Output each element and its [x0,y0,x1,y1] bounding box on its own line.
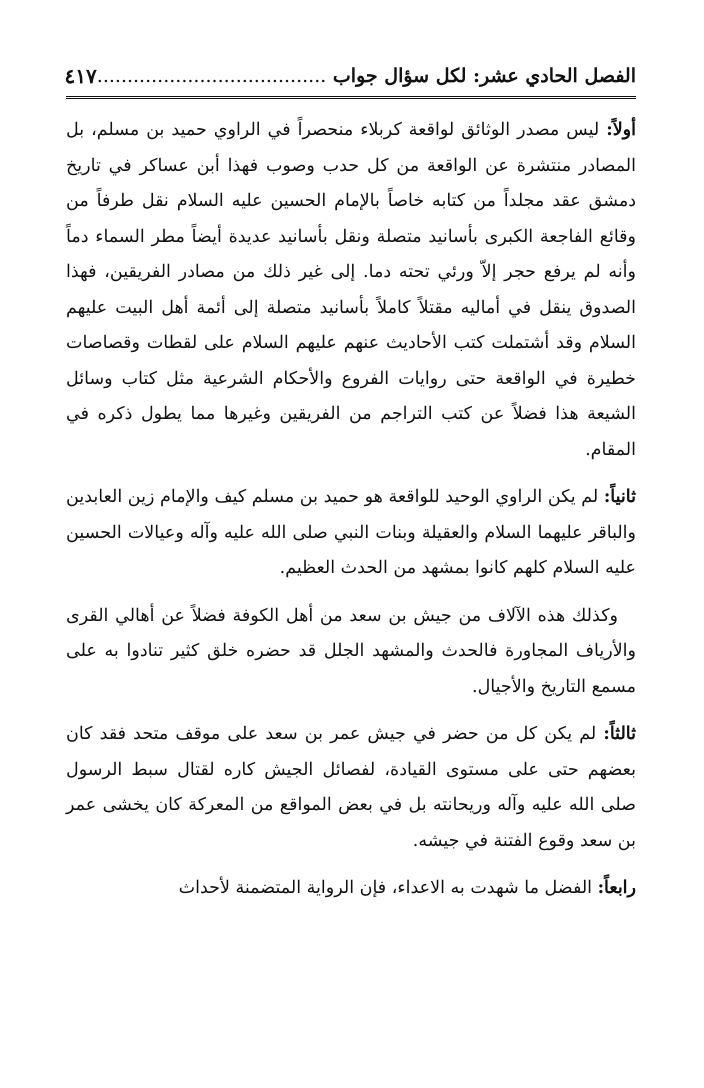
paragraph-text: لم يكن كل من حضر في جيش عمر بن سعد على موقف متحد فقد كان بعضهم حتى على مستوى القيادة، لفصائل الجيش كاره لقتال سبط الرسول صلى الله عليه وآله وريحانته بل في بعض المواقع من المعركة كان يخشى عمر بن سعد وقوع الفتنة في جيشه. [66,724,636,851]
leader-dots: ...................................... [96,65,327,87]
chapter-title [97,60,636,92]
paragraph-1 [66,113,636,468]
paragraph-4 [66,717,636,859]
paragraph-text: لم يكن الراوي الوحيد للواقعة هو حميد بن مسلم كيف والإمام زين العابدين والباقر عليهما السلام والعقيلة وبنات النبي صلى الله عليه وآله وعيالات الحسين عليه السلام كلهم كانوا بمشهد من الحدث العظيم. [66,487,636,578]
book-page [66,60,636,919]
paragraph-lead: رابعاً: [597,878,636,898]
paragraph-text: ليس مصدر الوثائق لواقعة كربلاء منحصراً في الراوي حميد بن مسلم، بل المصادر منتشرة عن الواقعة من كل حدب وصوب فهذا أبن عساكر في تاريخ دمشق عقد مجلداً من كتابه خاصاً بالإمام الحسين عليه السلام نقل طرفاً من وقائع الفاجعة الكبرى بأسانيد متصلة ونقل بأسانيد عديدة أيضاً مطر السماء دماً وأنه لم يرفع حجر إلاّ ورئي تحته دما. إلى غير ذلك من مصادر الفريقين، فهذا الصدوق ينقل في أماليه مقتلاً كاملاً بأسانيد متصلة إلى أئمة أهل البيت عليهم السلام وقد أشتملت كتب الأحاديث عنهم عليهم السلام على لقطات وقصاصات خطيرة في الواقعة حتى روايات الفروع والأحكام الشرعية مثل كتاب وسائل الشيعة هذا فضلاً عن كتب التراجم من الفريقين وغيرها مما يطول ذكره في المقام. [66,120,636,460]
paragraph-lead: ثانياً: [603,487,636,507]
paragraph-text: الفضل ما شهدت به الاعداء، فإن الرواية المتضمنة لأحداث [178,878,598,898]
page-body [66,113,636,907]
paragraph-lead: أولاً: [606,120,636,140]
paragraph-lead: ثالثاً: [603,724,636,744]
paragraph-text: وكذلك هذه الآلاف من جيش بن سعد من أهل الكوفة فضلاً عن أهالي القرى والأرياف المجاورة فالحدث والمشهد الجلل قد حضره خلق كثير تنادوا به على مسمع التاريخ والأجيال. [66,605,636,697]
paragraph-3 [66,599,636,706]
page-number: ٤١٧ [64,64,97,88]
paragraph-5 [66,871,636,907]
chapter-title-text: الفصل الحادي عشر: لكل سؤال جواب [332,65,636,87]
paragraph-2 [66,480,636,587]
running-header [66,60,636,99]
